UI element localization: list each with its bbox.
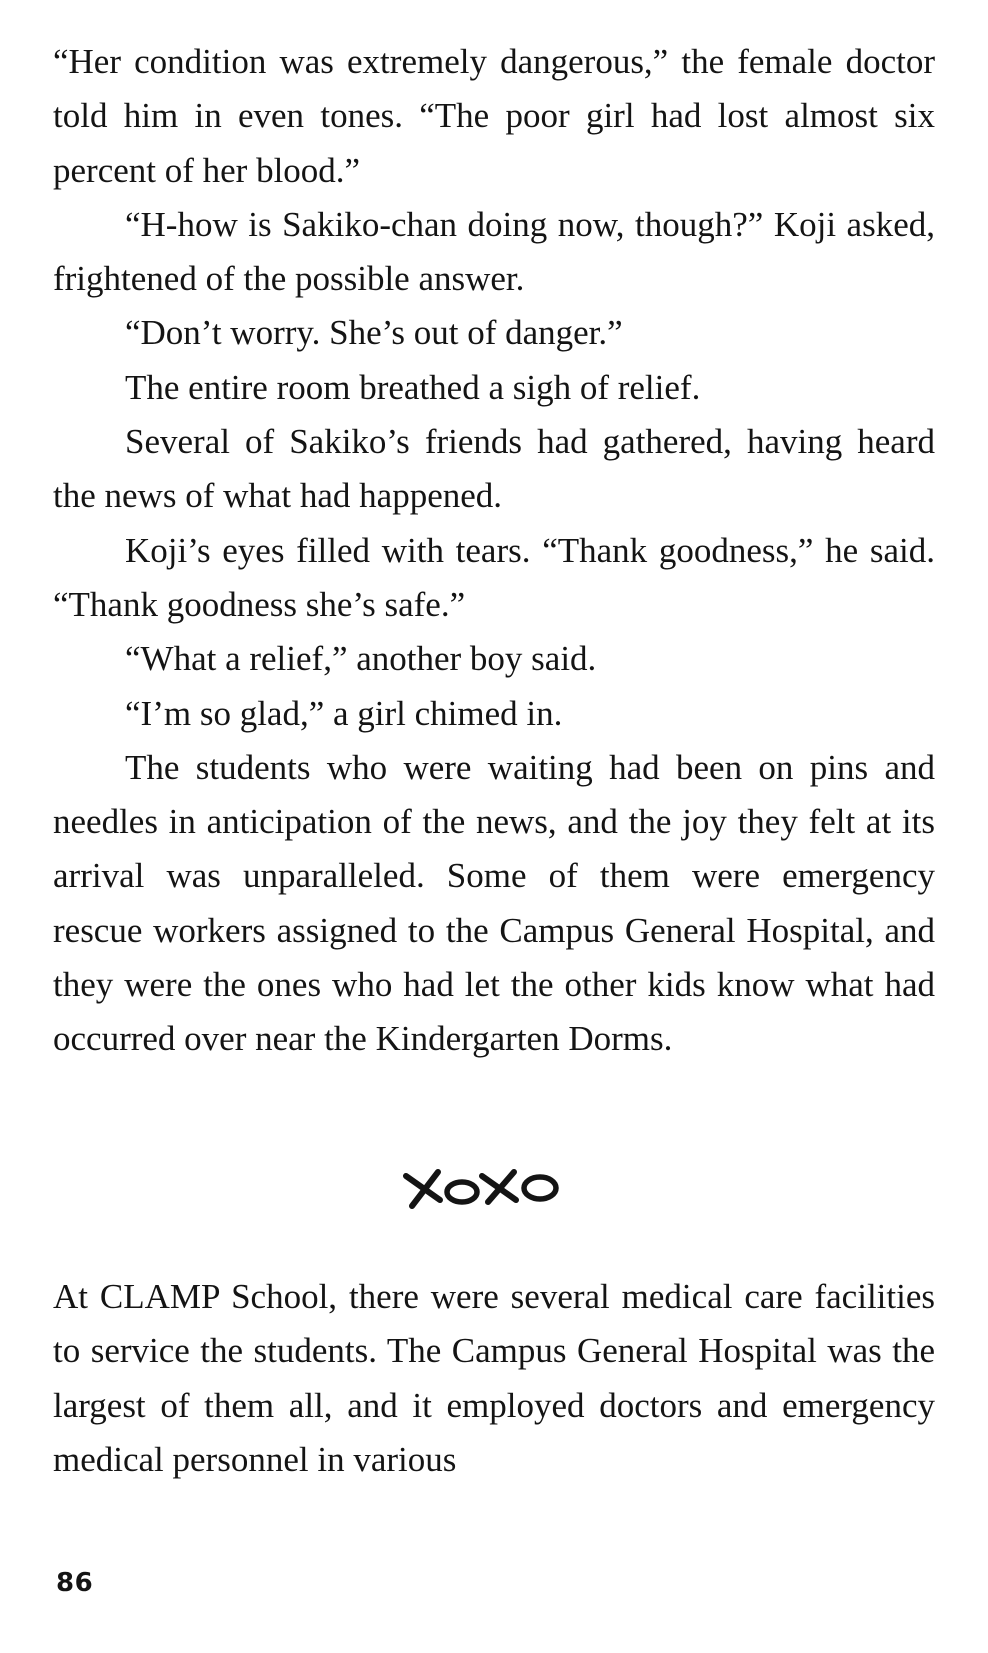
paragraph: Koji’s eyes filled with tears. “Thank goodness,” he said. “Thank goodness she’s safe.” — [53, 530, 935, 624]
paragraph: The students who were waiting had been on pins and needles in anticipation of the news, and the joy they felt at its arrival was unparalleled. Some of them were emergency rescue workers assigned to the Campus General Hospital, and they were the ones who had let the other kids know what had occurred over near the Kindergarten Dorms. — [53, 747, 935, 1059]
text-block-top — [53, 35, 935, 1067]
xoxo-section-break-icon — [400, 1162, 580, 1210]
paragraph: “Don’t worry. She’s out of danger.” — [125, 313, 623, 353]
page-number: 86 — [56, 1568, 94, 1598]
paragraph: “H-how is Sakiko-chan doing now, though?” Koji asked, frightened of the possible answer. — [53, 204, 935, 299]
paragraph: The entire room breathed a sigh of relief. — [125, 367, 701, 407]
paragraph: “Her condition was extremely dangerous,” the female doctor told him in even tones. “The poor girl had lost almost six percent of her blood.” — [53, 42, 935, 190]
paragraph: At CLAMP School, there were several medical care facilities to service the students. The Campus General Hospital was the largest of them all, and it employed doctors and emergency medical personnel in various — [53, 1277, 935, 1479]
paragraph: Several of Sakiko’s friends had gathered, having heard the news of what had happened. — [53, 422, 935, 516]
text-block-bottom — [53, 1270, 935, 1487]
paragraph: “I’m so glad,” a girl chimed in. — [125, 693, 563, 733]
paragraph: “What a relief,” another boy said. — [125, 639, 597, 679]
